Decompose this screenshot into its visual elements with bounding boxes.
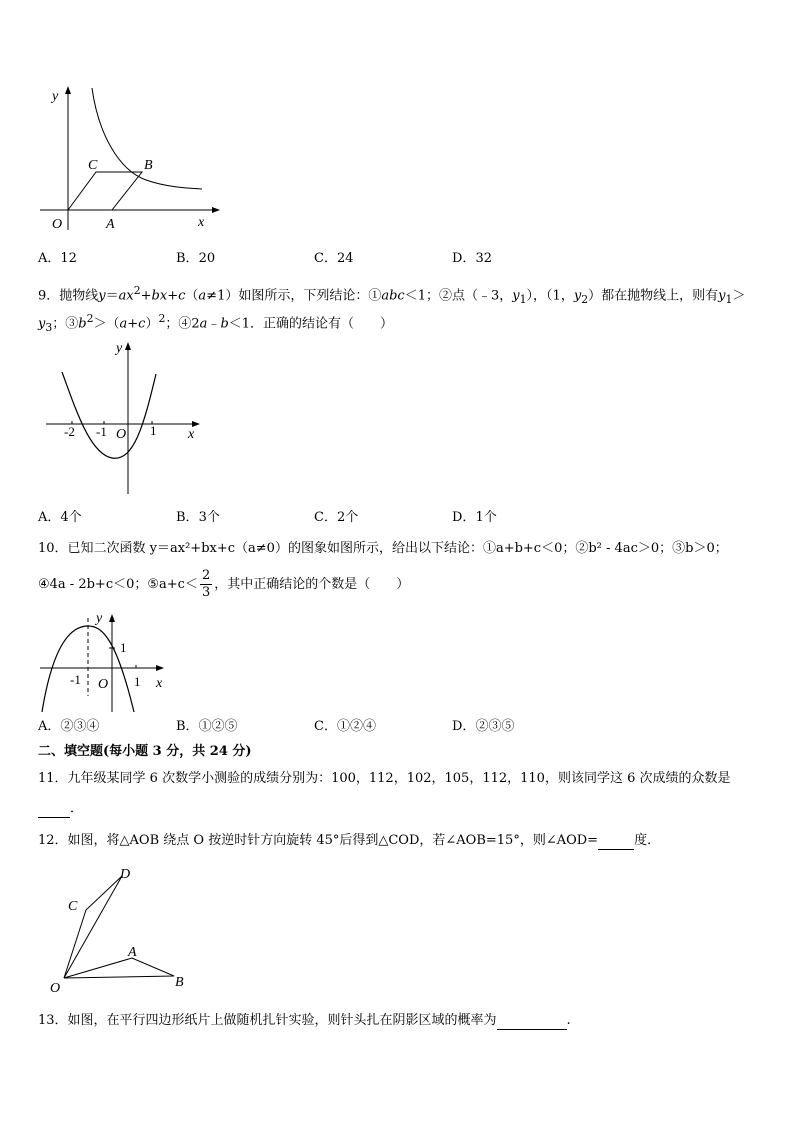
q8-option-d[interactable]: D．32 — [452, 251, 492, 266]
q9-option-b[interactable]: B．3个 — [176, 510, 220, 525]
fig10-x-label: x — [156, 676, 163, 691]
q10-option-d[interactable]: D．②③⑤ — [452, 719, 515, 734]
fig12-b-label: B — [175, 975, 184, 990]
fig8-o-label: O — [52, 217, 63, 232]
q10-stem-line1: 10．已知二次函数 y＝ax²+bx+c（a≠0）的图象如图所示，给出以下结论：①a+b+c＜0；②b² - 4ac＞0；③b＞0； — [38, 541, 728, 556]
fig12-d-label: D — [120, 867, 131, 882]
fig8-y-label: y — [52, 89, 59, 104]
fig9-x-label: x — [188, 427, 195, 442]
q13-answer-blank[interactable] — [497, 1015, 567, 1030]
fig10-tick-neg1: -1 — [70, 672, 81, 687]
q12-answer-blank[interactable] — [598, 835, 634, 850]
fig9-y-label: y — [116, 341, 123, 356]
q10-fraction: $\frac{2}{3}$ — [201, 568, 211, 600]
q8-option-a[interactable]: A．12 — [38, 251, 77, 266]
fig12-a-label: A — [128, 945, 137, 960]
q13-stem: 13．如图，在平行四边形纸片上做随机扎针实验，则针头扎在阴影区域的概率为 . — [38, 1013, 571, 1028]
fig10-o-label: O — [98, 677, 109, 692]
fig9-tick-1: 1 — [150, 423, 157, 438]
fig9-o-label: O — [116, 427, 127, 442]
q12-stem: 12．如图，将△AOB 绕点 O 按逆时针方向旋转 45°后得到△COD，若∠AOB=15°，则∠AOD= 度． — [38, 833, 661, 848]
q9-option-c[interactable]: C．2个 — [314, 510, 359, 525]
fig10-tick-1: 1 — [134, 674, 141, 689]
q8-option-c[interactable]: C．24 — [314, 251, 354, 266]
q12-figure — [44, 864, 194, 996]
q9-figure — [40, 338, 210, 498]
q8-figure — [36, 82, 226, 234]
q10-option-b[interactable]: B．①②⑤ — [176, 719, 238, 734]
section-heading-fill-blank: 二、填空题(每小题 3 分，共 24 分) — [38, 744, 252, 759]
fig12-o-label: O — [50, 981, 61, 996]
q10-option-c[interactable]: C．①②④ — [314, 719, 376, 734]
fig10-intercept-label: 1 — [120, 640, 127, 655]
fig8-b-label: B — [144, 158, 153, 173]
q8-option-b[interactable]: B．20 — [176, 251, 216, 266]
q9-option-d[interactable]: D．1个 — [452, 510, 497, 525]
q10-stem-line2: ④4a - 2b+c＜0；⑤a+c＜ $\frac{2}{3}$ ，其中正确结论的个数是（ ） — [38, 568, 410, 600]
fig10-y-label: y — [96, 611, 103, 626]
fig9-tick-neg1: -1 — [96, 424, 107, 439]
q10-option-a[interactable]: A．②③④ — [38, 719, 100, 734]
q10-figure — [36, 608, 170, 714]
q9-option-a[interactable]: A．4个 — [38, 510, 82, 525]
fig8-a-label: A — [106, 217, 115, 232]
q11-stem-line1: 11．九年级某同学 6 次数学小测验的成绩分别为：100，112，102，105，112，110，则该同学这 6 次成绩的众数是 — [38, 771, 731, 786]
fig8-x-label: x — [198, 215, 205, 230]
q9-stem-line2: $y_3$；$③b^2>(a+c)^2$；④2a﹣b＜1．正确的结论有（ ） — [38, 312, 394, 334]
q11-stem-line2: ． — [38, 800, 83, 818]
fig8-c-label: C — [88, 158, 98, 173]
fig12-c-label: C — [68, 899, 78, 914]
fig9-tick-neg2: -2 — [64, 424, 75, 439]
q11-answer-blank[interactable] — [38, 803, 70, 818]
q9-stem-line1: 9．抛物线$y=ax^2+bx+c(a\ne 1)$如图所示，下列结论：①abc＜1；②点（﹣3，$y_1$），（1，$y_2$）都在抛物线上，则有$y_1>$ — [38, 284, 746, 306]
